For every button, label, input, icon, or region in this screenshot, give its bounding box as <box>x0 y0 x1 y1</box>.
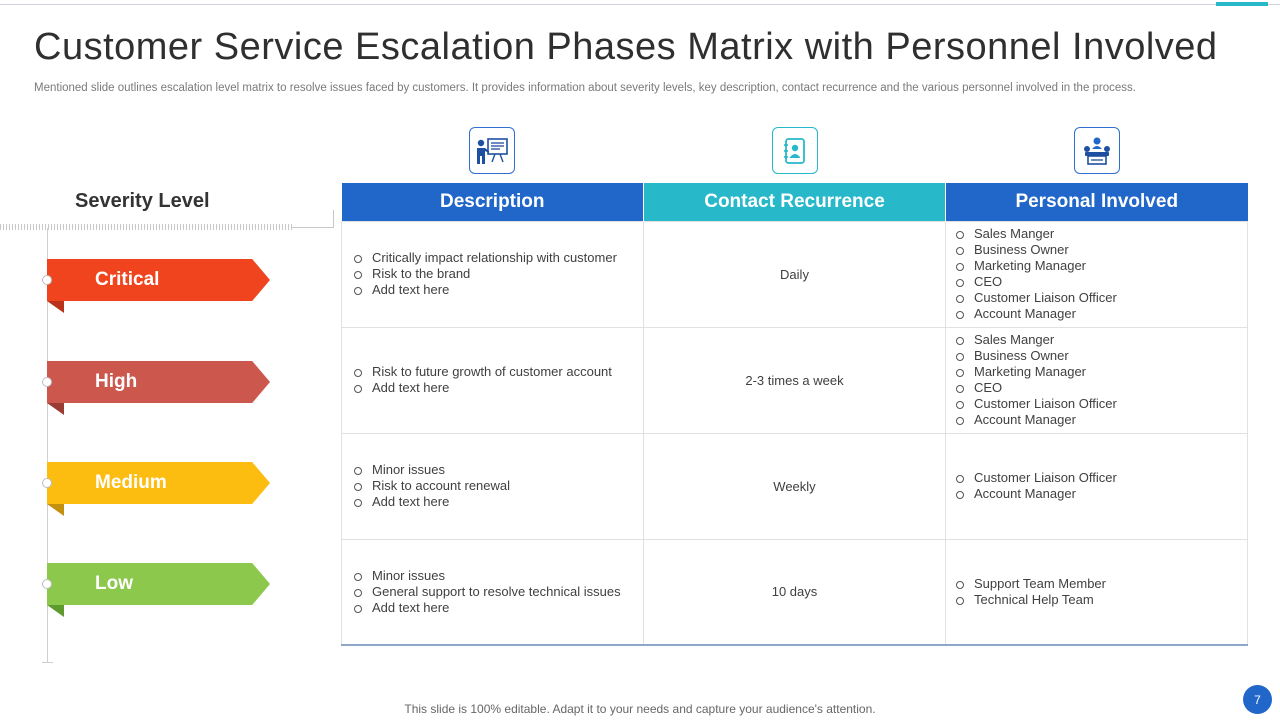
list-item: Sales Manger <box>956 332 1247 348</box>
level-fold <box>47 403 64 415</box>
list-item: Business Owner <box>956 242 1247 258</box>
list-item: Customer Liaison Officer <box>956 290 1247 306</box>
list-item: Risk to account renewal <box>354 478 643 494</box>
list-item: Add text here <box>354 380 643 396</box>
level-medium <box>47 462 270 518</box>
list-item: Critically impact relationship with customer <box>354 250 643 266</box>
level-label: Critical <box>95 269 160 290</box>
level-low <box>47 563 270 619</box>
contact-book-icon <box>772 127 818 174</box>
table-row <box>342 433 1248 539</box>
page-number-badge: 7 <box>1243 685 1272 714</box>
list-item: Marketing Manager <box>956 364 1247 380</box>
level-fold <box>47 504 64 516</box>
list-item: Marketing Manager <box>956 258 1247 274</box>
list-item: Technical Help Team <box>956 592 1247 608</box>
recurrence-cell: 2-3 times a week <box>644 327 946 433</box>
severity-heading: Severity Level <box>75 190 210 212</box>
list-item: Account Manager <box>956 306 1247 322</box>
level-label: Medium <box>95 472 167 493</box>
table-row <box>342 221 1248 327</box>
list-item: CEO <box>956 274 1247 290</box>
list-item: Risk to the brand <box>354 266 643 282</box>
list-item: CEO <box>956 380 1247 396</box>
list-item: Add text here <box>354 282 643 298</box>
description-cell <box>342 539 644 645</box>
table-header-row <box>342 183 1248 221</box>
level-critical <box>47 259 270 315</box>
list-item: Account Manager <box>956 486 1247 502</box>
list-item: Minor issues <box>354 462 643 478</box>
personnel-cell <box>946 221 1248 327</box>
footer-note: This slide is 100% editable. Adapt it to your needs and capture your audience's attention. <box>404 702 876 716</box>
presentation-icon <box>469 127 515 174</box>
top-rule <box>0 4 1280 5</box>
timeline-dot <box>42 478 52 488</box>
level-high <box>47 361 270 417</box>
description-cell <box>342 327 644 433</box>
table-row <box>342 539 1248 645</box>
list-item: Minor issues <box>354 568 643 584</box>
header-personnel-involved: Personal Involved <box>946 183 1248 221</box>
top-accent-bar <box>1216 2 1268 6</box>
header-contact-recurrence: Contact Recurrence <box>644 183 946 221</box>
timeline-dot <box>42 275 52 285</box>
recurrence-cell: Weekly <box>644 433 946 539</box>
table-row <box>342 327 1248 433</box>
timeline-dot <box>42 377 52 387</box>
list-item: General support to resolve technical issues <box>354 584 643 600</box>
escalation-matrix-table <box>341 183 1248 646</box>
personnel-cell <box>946 539 1248 645</box>
severity-dotted-rule <box>0 224 292 230</box>
description-cell <box>342 433 644 539</box>
level-fold <box>47 605 64 617</box>
list-item: Business Owner <box>956 348 1247 364</box>
slide-title: Customer Service Escalation Phases Matrix with Personnel Involved <box>34 26 1218 68</box>
personnel-cell <box>946 433 1248 539</box>
list-item: Support Team Member <box>956 576 1247 592</box>
level-fold <box>47 301 64 313</box>
timeline-dot <box>42 579 52 589</box>
list-item: Risk to future growth of customer account <box>354 364 643 380</box>
list-item: Customer Liaison Officer <box>956 470 1247 486</box>
level-label: High <box>95 371 138 392</box>
list-item: Customer Liaison Officer <box>956 396 1247 412</box>
list-item: Add text here <box>354 494 643 510</box>
level-tab <box>47 361 270 403</box>
description-cell <box>342 221 644 327</box>
personnel-cell <box>946 327 1248 433</box>
list-item: Sales Manger <box>956 226 1247 242</box>
list-item: Account Manager <box>956 412 1247 428</box>
recurrence-cell: 10 days <box>644 539 946 645</box>
level-tab <box>47 563 270 605</box>
level-label: Low <box>95 573 133 594</box>
recurrence-cell: Daily <box>644 221 946 327</box>
team-meeting-icon <box>1074 127 1120 174</box>
severity-connector <box>292 210 334 228</box>
slide-subtitle: Mentioned slide outlines escalation level matrix to resolve issues faced by customers. It provides information about severity levels, key description, contact recurrence and the various personnel involved in the process. <box>34 82 1137 94</box>
severity-timeline-end <box>42 662 53 663</box>
header-description: Description <box>342 183 644 221</box>
list-item: Add text here <box>354 600 643 616</box>
